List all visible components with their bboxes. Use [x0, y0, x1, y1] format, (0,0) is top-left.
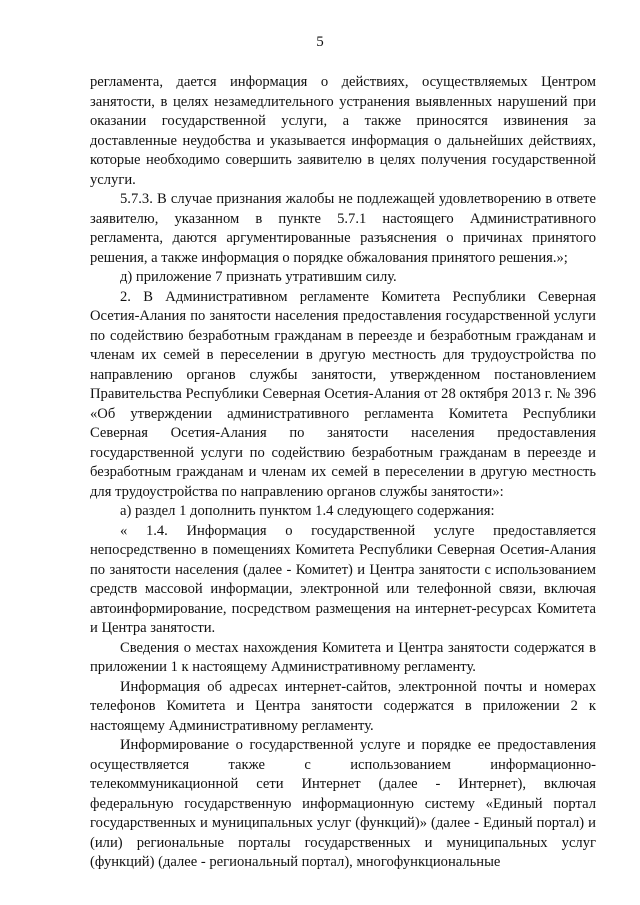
paragraph-2: 5.7.3. В случае признания жалобы не подлежащей удовлетворению в ответе заявителю, указанном в пункте 5.7.1 настоящего Административного регламента, даются аргументированные разъяснения о причинах принятого решения, а также информация о порядке обжалования принятого решения.»;: [90, 191, 596, 266]
page-number: 5: [316, 34, 324, 50]
paragraph-5: а) раздел 1 дополнить пунктом 1.4 следующего содержания:: [120, 503, 495, 519]
paragraph-4: 2. В Административном регламенте Комитета Республики Северная Осетия-Алания по занятости населения предоставления государственной услуги по содействию безработным гражданам в переезде и безработным гражданам и членам их семей в переселении в другую местность для трудоустройства по направлению органов службы занятости, утвержденном постановлением Правительства Республики Северная Осетия-Алания от 28 октября 2013 г. № 396 «Об утверждении административного регламента Комитета Республики Северная Осетия-Алания по занятости населения предоставления государственной услуги по содействию безработным гражданам в переезде и безработным гражданам и членам их семей в переселении в другую местность для трудоустройства по направлению органов службы занятости»:: [90, 288, 596, 500]
paragraph-1: регламента, дается информация о действиях, осуществляемых Центром занятости, в целях незамедлительного устранения выявленных нарушений при оказании государственной услуги, а также приносятся извинения за доставленные неудобства и указывается информация о дальнейших действиях, которые необходимо совершить заявителю в целях получения государственной услуги.: [90, 74, 596, 188]
paragraph-8: Информация об адресах интернет-сайтов, электронной почты и номерах телефонов Комитета и Центра занятости содержатся в приложении 2 к настоящему Административному регламенту.: [90, 678, 596, 734]
document-body: [90, 73, 596, 873]
paragraph-9: Информирование о государственной услуге и порядке ее предоставления осуществляется также с использованием информационно-телекоммуникационной сети Интернет (далее - Интернет), включая федеральную государственную информационную систему «Единый портал государственных и муниципальных услуг (функций)» (далее - Единый портал) и (или) региональные порталы государственных и муниципальных услуг (функций) (далее - региональный портал), многофункциональные: [90, 737, 596, 870]
paragraph-3: д) приложение 7 признать утратившим силу.: [120, 269, 397, 285]
paragraph-7: Сведения о местах нахождения Комитета и Центра занятости содержатся в приложении 1 к настоящему Административному регламенту.: [90, 639, 596, 675]
paragraph-6: « 1.4. Информация о государственной услуге предоставляется непосредственно в помещениях Комитета Республики Северная Осетия-Алания по занятости населения (далее - Комитет) и Центра занятости с использованием средств массовой информации, электронной или телефонной связи, включая автоинформирование, посредством размещения на интернет-ресурсах Комитета и Центра занятости.: [90, 522, 596, 636]
